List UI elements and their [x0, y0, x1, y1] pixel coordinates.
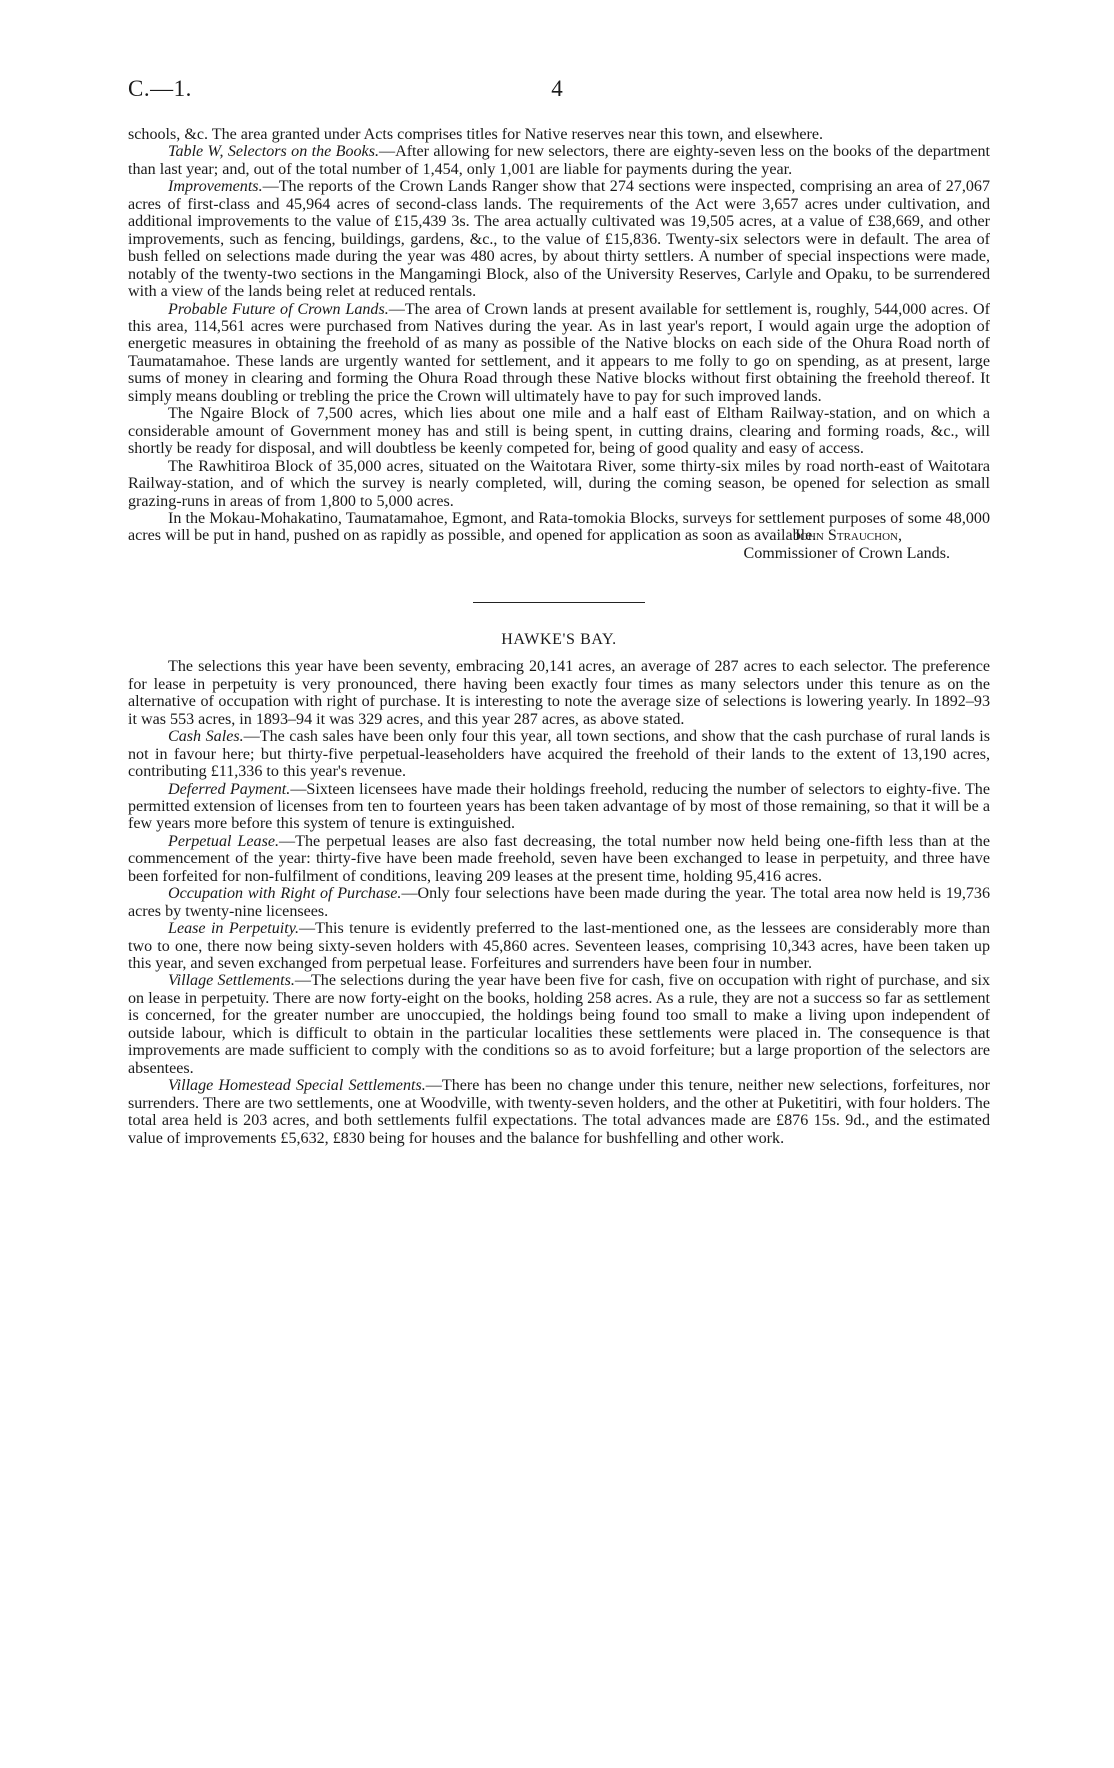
paragraph-probable-future: [128, 301, 990, 406]
section-divider: [473, 602, 645, 603]
continuation-paragraph: schools, &c. The area granted under Acts comprises titles for Native reserves near this town, and elsewhere.: [128, 126, 824, 143]
paragraph-heading: Improvements.: [168, 178, 263, 196]
paragraph-text: —Sixteen licensees have made their holdings freehold, reducing the number of selectors to eighty-five. The permitted extension of licenses from ten to fourteen years has been taken advantage of by most of those remaining, so that it will be a few years more before this system of tenure is extinguished.: [128, 780, 990, 833]
paragraph-selectors-on-books: [128, 143, 990, 178]
series-reference: C.—1.: [128, 76, 192, 101]
paragraph-improvements: [128, 178, 990, 300]
paragraph-heading: Village Homestead Special Settlements.: [168, 1077, 426, 1095]
page-header: [128, 76, 986, 112]
paragraph-text: The Rawhitiroa Block of 35,000 acres, situated on the Waitotara River, some thirty-six miles by road north-east of Waitotara Railway-station, and of which the survey is nearly completed, will, during the coming season, be opened for selection as small grazing-runs in areas of from 1,800 to 5,000 acres.: [128, 457, 990, 510]
paragraph-ngaire-block: [128, 405, 990, 457]
paragraph-heading: Perpetual Lease.: [168, 832, 280, 850]
page-number: 4: [551, 76, 563, 101]
paragraph-cash-sales: [128, 728, 990, 780]
paragraph-heading: Village Settlements.: [168, 972, 295, 990]
paragraph-heading: Cash Sales.: [168, 728, 244, 746]
paragraph-text: The Ngaire Block of 7,500 acres, which lies about one mile and a half east of Eltham Railway-station, and on which a considerable amount of Government money has and still is being spent, in cutting drains, clearing and forming roads, &c., will shortly be ready for disposal, and will doubtless be keenly competed for, being of good quality and easy of access.: [128, 405, 990, 458]
body-text: [128, 126, 990, 1147]
paragraph-text: In the Mokau-Mohakatino, Taumatamahoe, Egmont, and Rata-tomokia Blocks, surveys for settlement purposes of some 48,000 acres will be put in hand, pushed on as rapidly as possible, and opened for application as soon as available.: [128, 509, 990, 545]
paragraph-text: —The cash sales have been only four this year, all town sections, and show that the cash purchase of rural lands is not in favour here; but thirty-five perpetual-leaseholders have acquired the freehold of their lands to the extent of 13,190 acres, contributing £11,336 to this year's revenue.: [128, 728, 990, 781]
paragraph-village-settlements: [128, 972, 990, 1077]
paragraph-text: —The reports of the Crown Lands Ranger show that 274 sections were inspected, comprising an area of 27,067 acres of first-class and 45,964 acres of second-class lands. The requirements of the Act were 3,657 acres under cultivation, and additional improvements to the value of £15,439 3s. The area actually cultivated was 19,505 acres, at a value of £38,669, and other improvements, such as fencing, buildings, gardens, &c., to the value of £15,836. Twenty-six selectors were in default. The area of bush felled on selections made during the year was 480 acres, by about thirty settlers. A number of special inspections were made, notably of the twenty-two sections in the Mangamingi Block, also of the University Reserves, Carlyle and Opaku, to be surrendered with a view of the lands being relet at reduced rentals.: [128, 178, 990, 301]
paragraph-text: —After allowing for new selectors, there are eighty-seven less on the books of the department than last year; and, out of the total number of 1,454, only 1,001 are liable for payments during the year.: [128, 143, 990, 178]
paragraph-rawhitiroa-block: [128, 458, 990, 510]
paragraph-heading: Lease in Perpetuity.: [168, 920, 300, 938]
paragraph-selections-summary: [128, 658, 990, 728]
paragraph-heading: Deferred Payment.: [168, 780, 291, 798]
section-heading: HAWKE'S BAY.: [501, 630, 617, 648]
paragraph-village-homestead-settlements: [128, 1077, 990, 1147]
paragraph-occupation-right-of-purchase: [128, 885, 990, 920]
signatory-title: Commissioner of Crown Lands.: [743, 544, 950, 562]
paragraph-text: —The area of Crown lands at present available for settlement is, roughly, 544,000 acres. Of this area, 114,561 acres were purchased from Natives during the year. As in last year's report, I would again urge the adoption of energetic measures in obtaining the freehold of as many as possible of the Native blocks on each side of the Ohura Road north of Taumatamahoe. These lands are urgently wanted for settlement, and it appears to me folly to go on spending, as at present, large sums of money in clearing and forming the Ohura Road through these Native blocks without first obtaining the freehold thereof. It simply means doubling or trebling the price the Crown will ultimately have to pay for such improved lands.: [128, 300, 990, 405]
paragraph-heading: Table W, Selectors on the Books.: [168, 143, 379, 161]
paragraph-text: The selections this year have been seventy, embracing 20,141 acres, an average of 287 acres to each selector. The preference for lease in perpetuity is very pronounced, there having been exactly four times as many selectors under this tenure as on the alternative of occupation with right of purchase. It is interesting to note the average size of selections is lowering yearly. In 1892–93 it was 553 acres, in 1893–94 it was 329 acres, and this year 287 acres, as above stated.: [128, 658, 990, 728]
paragraph-lease-in-perpetuity: [128, 920, 990, 972]
paragraph-text: —The selections during the year have been five for cash, five on occupation with right of purchase, and six on lease in perpetuity. There are now forty-eight on the books, holding 258 acres. As a rule, they are not a success so far as settlement is concerned, for the greater number are unoccupied, the holdings being found too small to make a living upon independent of outside labour, which is difficult to obtain in the particular localities these settlements were placed in. The consequence is that improvements are made sufficient to comply with the conditions so as to avoid forfeiture; but a large proportion of the selectors are absentees.: [128, 972, 990, 1077]
paragraph-text: —This tenure is evidently preferred to the last-mentioned one, as the lessees are considerably more than two to one, there now being sixty-seven holders with 45,860 acres. Seventeen leases, comprising 10,343 acres, have been taken up this year, and seven exchanged from perpetual lease. Forfeitures and surrenders have been four in number.: [128, 920, 990, 973]
paragraph-text: —Only four selections have been made during the year. The total area now held is 19,736 acres by twenty-nine licensees.: [128, 885, 990, 920]
paragraph-heading: Probable Future of Crown Lands.: [168, 300, 389, 318]
paragraph-perpetual-lease: [128, 833, 990, 885]
paragraph-text: —The perpetual leases are also fast decreasing, the total number now held being one-fifth less than at the commencement of the year: thirty-five have been made freehold, seven have been exchanged to lease in perpetuity, and three have been forfeited for non-fulfilment of conditions, leaving 209 leases at the present time, holding 95,416 acres.: [128, 832, 990, 885]
signatory-name: John Strauchon,: [793, 527, 902, 545]
paragraph-deferred-payment: [128, 781, 990, 833]
paragraph-text: —There has been no change under this tenure, neither new selections, forfeitures, nor surrenders. There are two settlements, one at Woodville, with twenty-seven holders, and the other at Puketitiri, with four holders. The total area held is 203 acres, and both settlements fulfil expectations. The total advances made are £876 15s. 9d., and the estimated value of improvements £5,632, £830 being for houses and the balance for bushfelling and other work.: [128, 1077, 990, 1147]
paragraph-heading: Occupation with Right of Purchase.: [168, 885, 402, 903]
